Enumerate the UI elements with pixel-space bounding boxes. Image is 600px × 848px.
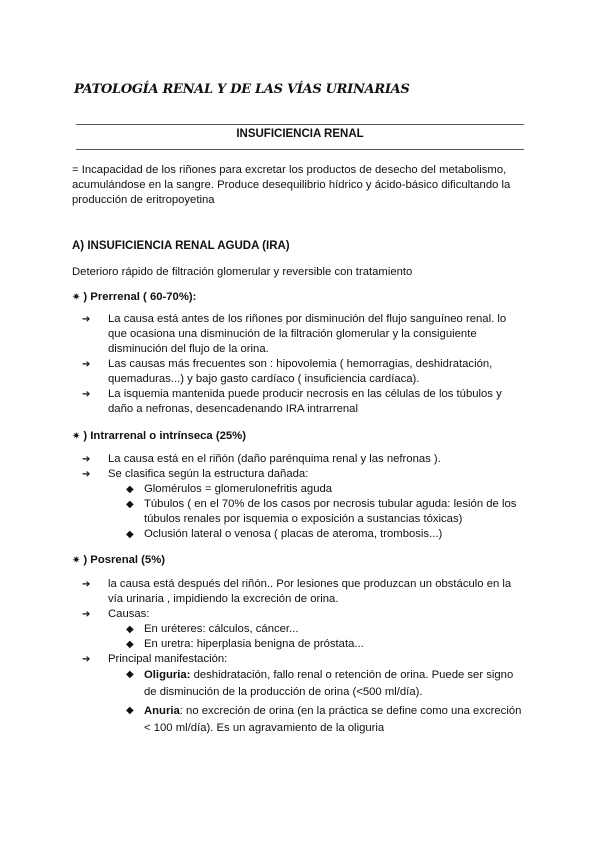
- list-item: [108, 652, 526, 736]
- oliguria-term: Oliguria:: [144, 669, 191, 681]
- posrenal-label: ) Posrenal (5%): [83, 554, 166, 566]
- list-item: ➔ la causa está después del riñón.. Por lesiones que produzcan un obstáculo en la vía urinaria , impidiendo la excreción de orina.: [108, 577, 526, 607]
- prerrenal-label: ) Prerrenal ( 60-70%):: [83, 291, 197, 303]
- intrarrenal-heading: [72, 429, 246, 444]
- anuria-term: Anuria: [144, 705, 180, 717]
- list-item: ➔ Las causas más frecuentes son : hipovolemia ( hemorragias, deshidratación, quemaduras...) y bajo gasto cardíaco ( insuficiencia cardíaca).: [108, 357, 526, 387]
- list-item: ➔ La causa está en el riñón (daño parénquima renal y las nefronas ).: [108, 452, 526, 467]
- ira-intro: Deterioro rápido de filtración glomerular y reversible con tratamiento: [72, 266, 413, 278]
- manifestation-sublist: [108, 667, 526, 736]
- list-item: [108, 467, 526, 542]
- causas-sublist: [108, 622, 526, 652]
- sublist-item: ◆ Glomérulos = glomerulonefritis aguda: [144, 482, 526, 497]
- list-item: ➔ La isquemia mantenida puede producir necrosis en las células de los túbulos y daño a nefronas, desencadenando IRA intrarrenal: [108, 387, 526, 417]
- sublist-item: ◆ En uretra: hiperplasia benigna de próstata...: [144, 637, 526, 652]
- oliguria-text: deshidratación, fallo renal o retención de orina. Puede ser signo de disminución de la producción de orina (<500 ml/día).: [144, 669, 514, 698]
- list-item: ➔ La causa está antes de los riñones por disminución del flujo sanguíneo renal. lo que ocasiona una disminución de la filtración glomerular y la consiguiente disminución del flujo de la orina.: [108, 312, 526, 357]
- top-rule: [76, 124, 524, 125]
- sublist-item-oliguria: [144, 667, 526, 700]
- structure-sublist: [108, 482, 526, 542]
- definition-paragraph: = Incapacidad de los riñones para excretar los productos de desecho del metabolismo, acumulándose en la sangre. Produce desequilibrio hídrico y ácido-básico dificultando la producción de eritropoyetina: [72, 164, 511, 206]
- sublist-item: ◆ En uréteres: cálculos, cáncer...: [144, 622, 526, 637]
- sublist-item: ◆ Túbulos ( en el 70% de los casos por necrosis tubular aguda: lesión de los túbulos renales por isquemia o exposición a sustancias tóxicas): [144, 497, 526, 527]
- list-item-text: Se clasifica según la estructura dañada:: [108, 468, 309, 480]
- ira-heading: A) INSUFICIENCIA RENAL AGUDA (IRA): [72, 240, 290, 252]
- document-title: PATOLOGÍA RENAL Y DE LAS VÍAS URINARIAS: [74, 82, 410, 97]
- section-title: INSUFICIENCIA RENAL: [236, 128, 364, 140]
- intrarrenal-label: ) Intrarrenal o intrínseca (25%): [83, 430, 246, 442]
- sublist-item: ◆ Oclusión lateral o venosa ( placas de ateroma, trombosis...): [144, 527, 526, 542]
- list-item-text: Causas:: [108, 608, 150, 620]
- posrenal-heading: [72, 553, 165, 568]
- asterisk-icon: ✷: [72, 292, 81, 303]
- list-item-text: Principal manifestación:: [108, 653, 228, 665]
- anuria-text: : no excreción de orina (en la práctica se define como una excreción < 100 ml/día). Es un agravamiento de la oliguria: [144, 705, 522, 734]
- asterisk-icon: ✷: [72, 431, 81, 442]
- sublist-item-anuria: [144, 703, 526, 736]
- list-item: [108, 607, 526, 652]
- prerrenal-list: [108, 312, 526, 417]
- bottom-rule: [76, 149, 524, 150]
- intrarrenal-list: [108, 452, 526, 542]
- prerrenal-heading: [72, 290, 196, 305]
- posrenal-list: [108, 577, 526, 736]
- asterisk-icon: ✷: [72, 555, 81, 566]
